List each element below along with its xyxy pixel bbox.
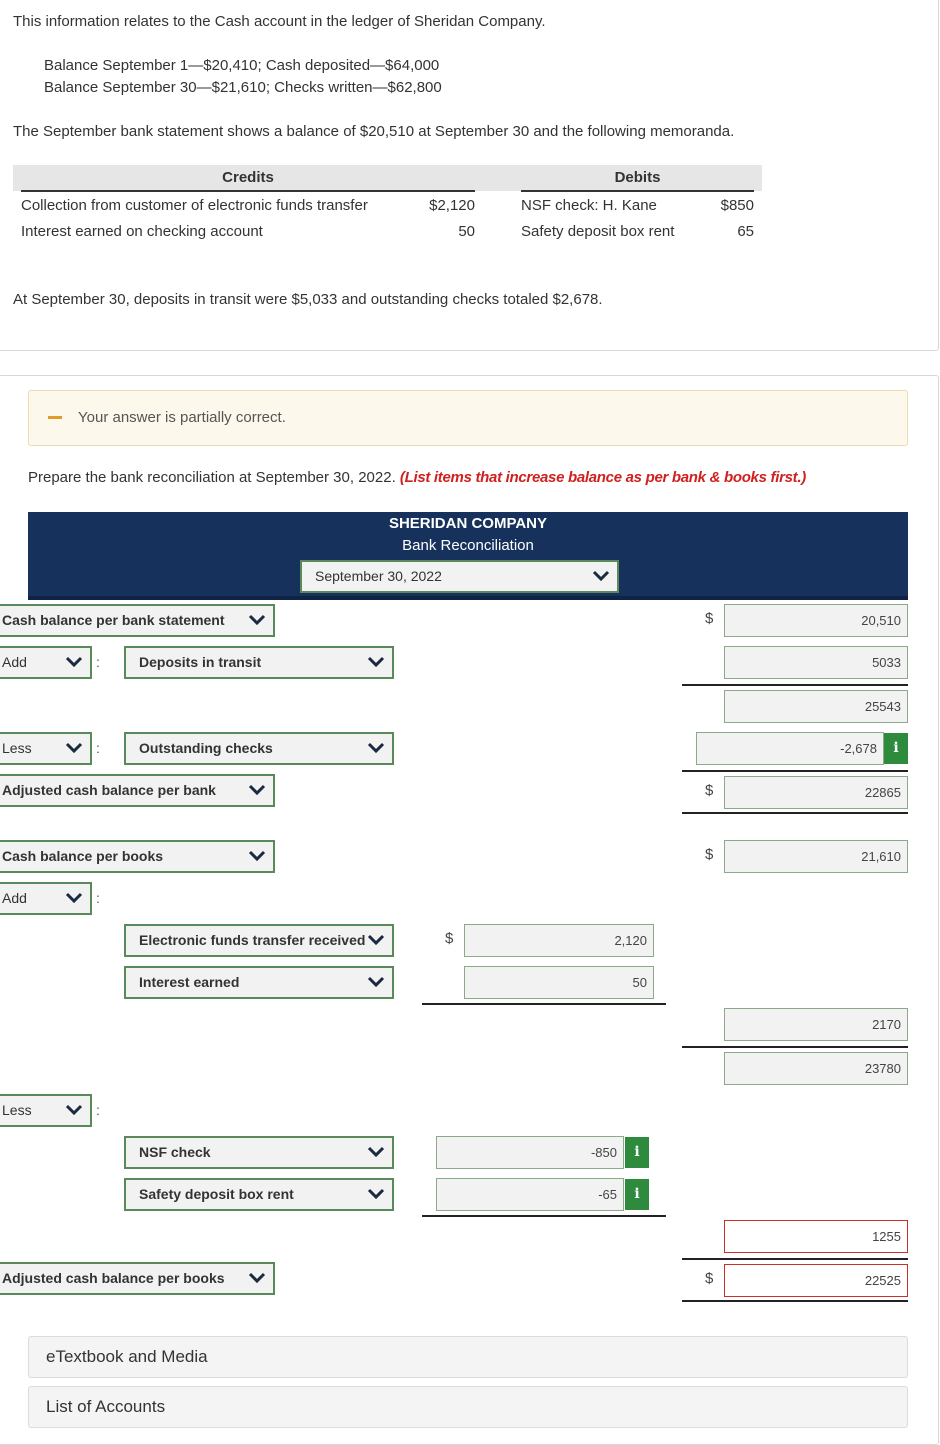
add-select-value: Add xyxy=(2,890,27,906)
adjusted-bank-input[interactable]: 22865 xyxy=(724,776,908,809)
problem-intro: This information relates to the Cash account in the ledger of Sheridan Company. xyxy=(13,13,546,30)
bank-balance-input[interactable]: 20,510 xyxy=(724,604,908,637)
sum-rule xyxy=(422,1215,666,1217)
less-select-value: Less xyxy=(2,1102,32,1118)
credit-item-amount: $2,120 xyxy=(429,197,475,214)
interest-label: Interest earned xyxy=(139,974,240,990)
books-balance-input[interactable]: 21,610 xyxy=(724,840,908,873)
debit-item-amount: $850 xyxy=(720,197,754,214)
eft-input[interactable]: 2,120 xyxy=(464,924,654,957)
currency-symbol: $ xyxy=(705,1270,714,1287)
less-select-2[interactable] xyxy=(0,1094,92,1127)
instruction-hint: (List items that increase balance as per bank & books first.) xyxy=(399,469,806,486)
balance-line-2: Balance September 30—$21,610; Checks written—$62,800 xyxy=(44,79,442,96)
chevron-down-icon xyxy=(65,656,83,668)
debit-item-label: Safety deposit box rent xyxy=(521,223,675,240)
chevron-down-icon xyxy=(367,742,385,754)
eft-label: Electronic funds transfer received xyxy=(139,932,366,948)
nsf-input[interactable]: -850 xyxy=(436,1136,624,1169)
chevron-down-icon xyxy=(248,850,266,862)
total-rule xyxy=(682,812,908,814)
total-rule xyxy=(682,1300,908,1302)
instruction-text: Prepare the bank reconciliation at September 30, 2022. xyxy=(28,469,396,486)
feedback-text: Your answer is partially correct. xyxy=(78,409,286,426)
outstanding-label: Outstanding checks xyxy=(139,740,273,756)
chevron-down-icon xyxy=(65,742,83,754)
currency-symbol: $ xyxy=(705,782,714,799)
adjusted-bank-label: Adjusted cash balance per bank xyxy=(2,782,216,798)
interest-select[interactable] xyxy=(124,966,394,999)
debits-header: Debits xyxy=(614,169,661,186)
rent-select[interactable] xyxy=(124,1178,394,1211)
less-total-input[interactable]: 1255 xyxy=(724,1220,908,1253)
transit-text: At September 30, deposits in transit were $5,033 and outstanding checks totaled $2,678. xyxy=(13,291,603,308)
eft-select[interactable] xyxy=(124,924,394,957)
chevron-down-icon xyxy=(367,976,385,988)
colon: : xyxy=(96,1102,100,1118)
rent-label: Safety deposit box rent xyxy=(139,1186,294,1202)
chevron-down-icon xyxy=(367,656,385,668)
sum-rule xyxy=(682,770,908,772)
report-title: Bank Reconciliation xyxy=(402,537,534,554)
sum-rule xyxy=(682,1258,908,1260)
chevron-down-icon xyxy=(367,1146,385,1158)
nsf-label: NSF check xyxy=(139,1144,211,1160)
adjusted-books-select[interactable] xyxy=(0,1262,275,1295)
add-select-2[interactable] xyxy=(0,882,92,915)
deposits-input[interactable]: 5033 xyxy=(724,646,908,679)
bank-balance-label: Cash balance per bank statement xyxy=(2,612,225,628)
chevron-down-icon xyxy=(592,570,610,582)
credit-item-label: Interest earned on checking account xyxy=(21,223,263,240)
outstanding-select[interactable] xyxy=(124,732,394,765)
chevron-down-icon xyxy=(248,1272,266,1284)
list-of-accounts-button[interactable]: List of Accounts xyxy=(28,1386,908,1428)
adjusted-books-input[interactable]: 22525 xyxy=(724,1264,908,1297)
statement-text: The September bank statement shows a balance of $20,510 at September 30 and the following memoranda. xyxy=(13,123,735,140)
partial-correct-icon xyxy=(48,416,62,419)
credits-underline xyxy=(21,190,475,192)
deposits-label: Deposits in transit xyxy=(139,654,262,670)
credits-header: Credits xyxy=(222,169,274,186)
colon: : xyxy=(96,740,100,756)
credit-item-amount: 50 xyxy=(458,223,475,240)
company-name: SHERIDAN COMPANY xyxy=(388,515,548,532)
sum-rule xyxy=(422,1003,666,1005)
add-total-input[interactable]: 2170 xyxy=(724,1008,908,1041)
adjusted-books-label: Adjusted cash balance per books xyxy=(2,1270,225,1286)
header-rule xyxy=(28,596,908,600)
chevron-down-icon xyxy=(65,892,83,904)
currency-symbol: $ xyxy=(705,610,714,627)
subtotal-books-input[interactable]: 23780 xyxy=(724,1052,908,1085)
colon: : xyxy=(96,890,100,906)
interest-input[interactable]: 50 xyxy=(464,966,654,999)
colon: : xyxy=(96,654,100,670)
chevron-down-icon xyxy=(367,934,385,946)
chevron-down-icon xyxy=(248,784,266,796)
info-icon[interactable]: i xyxy=(625,1137,649,1168)
sum-rule xyxy=(682,684,908,686)
subtotal-bank-input[interactable]: 25543 xyxy=(724,690,908,723)
sum-rule xyxy=(682,1046,908,1048)
less-select-value: Less xyxy=(2,740,32,756)
info-icon[interactable]: i xyxy=(625,1179,649,1210)
balance-line-1: Balance September 1—$20,410; Cash deposited—$64,000 xyxy=(44,57,440,74)
rent-input[interactable]: -65 xyxy=(436,1178,624,1211)
instruction xyxy=(28,469,806,486)
chevron-down-icon xyxy=(367,1188,385,1200)
currency-symbol: $ xyxy=(705,846,714,863)
books-balance-select[interactable] xyxy=(0,840,275,873)
debits-underline xyxy=(521,190,754,192)
chevron-down-icon xyxy=(248,614,266,626)
credit-item-label: Collection from customer of electronic funds transfer xyxy=(21,197,368,214)
chevron-down-icon xyxy=(65,1104,83,1116)
adjusted-bank-select[interactable] xyxy=(0,774,275,807)
debit-item-label: NSF check: H. Kane xyxy=(521,197,657,214)
nsf-select[interactable] xyxy=(124,1136,394,1169)
add-select-value: Add xyxy=(2,654,27,670)
etextbook-button[interactable]: eTextbook and Media xyxy=(28,1336,908,1378)
deposits-select[interactable] xyxy=(124,646,394,679)
date-select-value: September 30, 2022 xyxy=(315,568,442,584)
books-balance-label: Cash balance per books xyxy=(2,848,164,864)
debit-item-amount: 65 xyxy=(737,223,754,240)
outstanding-input[interactable]: -2,678 xyxy=(696,732,884,765)
bank-balance-select[interactable] xyxy=(0,604,275,637)
info-icon[interactable]: i xyxy=(884,733,908,764)
date-select[interactable] xyxy=(300,560,619,593)
add-select-1[interactable] xyxy=(0,646,92,679)
currency-symbol: $ xyxy=(445,930,454,947)
less-select-1[interactable] xyxy=(0,732,92,765)
